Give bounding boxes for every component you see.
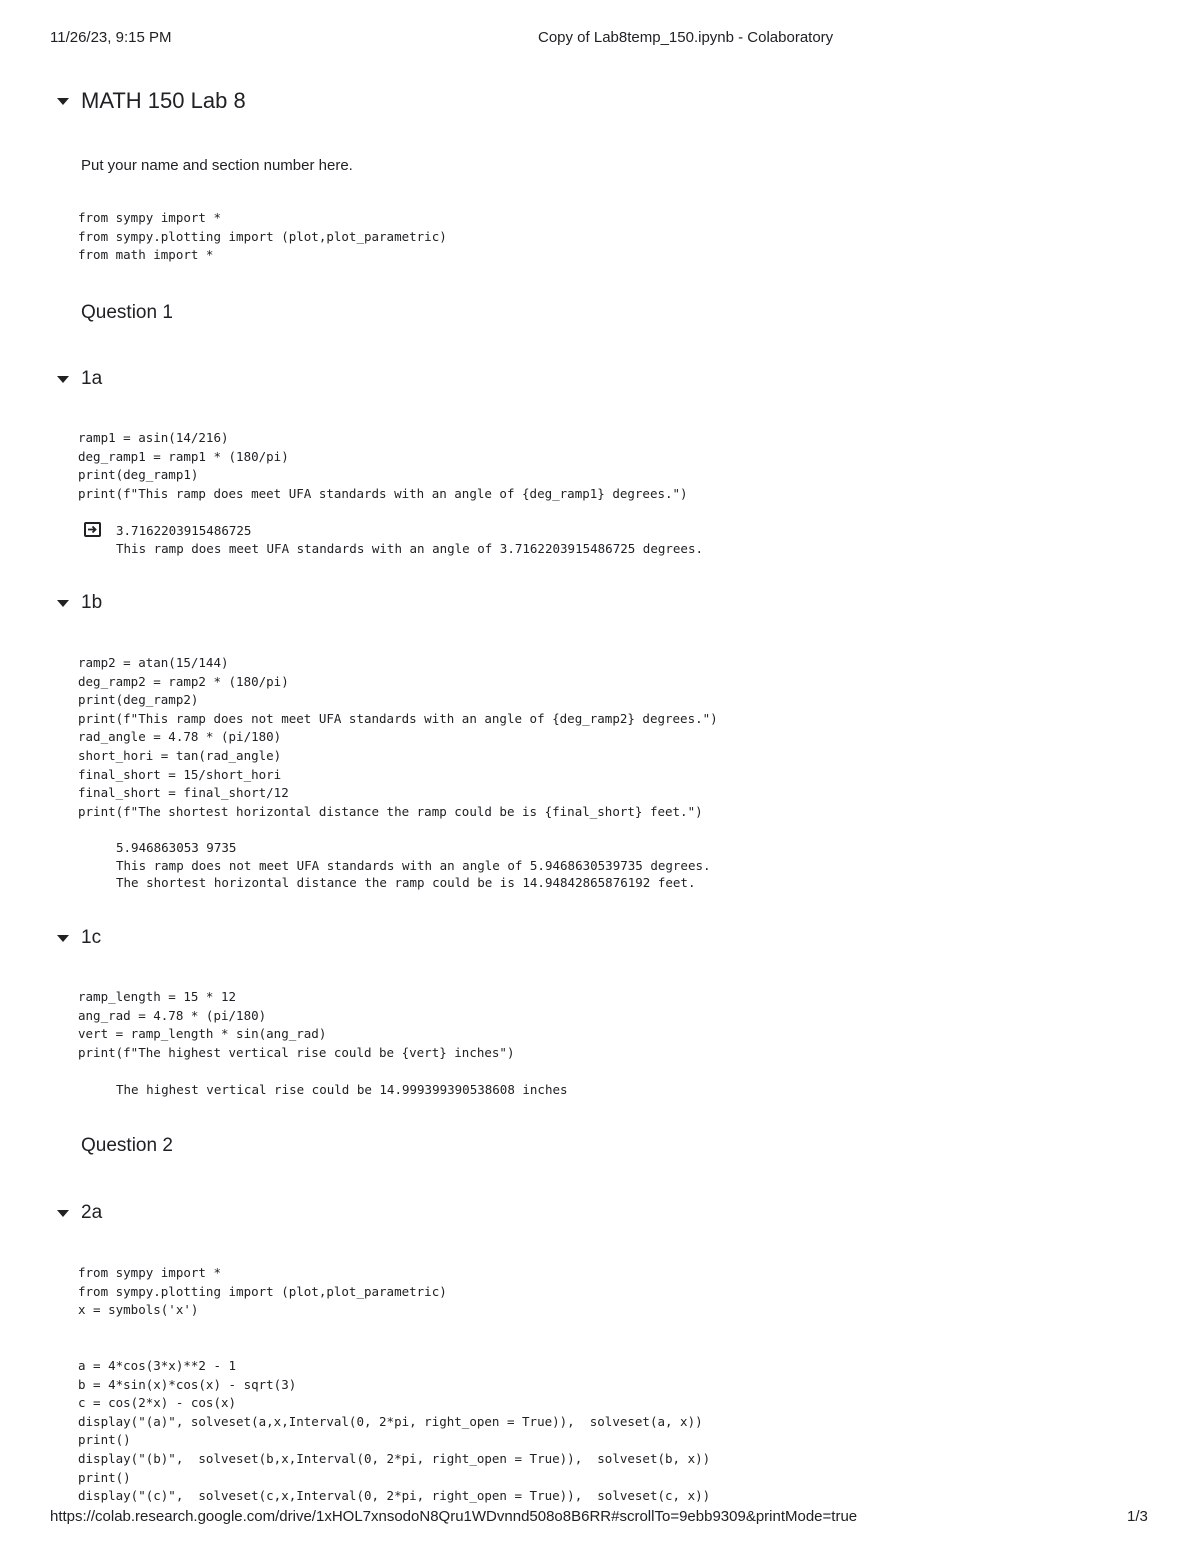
section-title-1c: 1c <box>81 927 102 948</box>
notebook-title: MATH 150 Lab 8 <box>81 88 246 113</box>
code-cell-1a[interactable]: ramp1 = asin(14/216) deg_ramp1 = ramp1 * (180/pi) print(deg_ramp1) print(f"This ramp does meet UFA standards with an angle of {deg_ramp1} degrees.") <box>78 430 688 501</box>
code-cell-1b[interactable]: ramp2 = atan(15/144) deg_ramp2 = ramp2 * (180/pi) print(deg_ramp2) print(f"This ramp does not meet UFA standards with an angle of {deg_ramp2} degrees.") rad_angle = 4.78 * (pi/180) short_hori = tan(rad_angle) final_short = 15/short_hori final_short = final_short/12 print(f"The shortest horizontal distance the ramp could be is {final_short} feet.") <box>78 655 718 819</box>
output-1c: The highest vertical rise could be 14.999399390538608 inches <box>116 1082 568 1097</box>
code-cell-1c[interactable]: ramp_length = 15 * 12 ang_rad = 4.78 * (pi/180) vert = ramp_length * sin(ang_rad) print(f"The highest vertical rise could be {vert} inches") <box>78 989 515 1060</box>
collapse-triangle-icon[interactable] <box>57 98 69 105</box>
section-title-1a: 1a <box>81 368 103 389</box>
collapse-triangle-icon[interactable] <box>57 935 69 942</box>
section-heading-1b[interactable] <box>57 592 102 614</box>
print-url: https://colab.research.google.com/drive/1xHOL7xnsodoN8Qru1WDvnnd508o8B6RR#scrollTo=9ebb9309&printMode=true <box>50 1508 858 1525</box>
code-cell-imports[interactable]: from sympy import * from sympy.plotting import (plot,plot_parametric) from math import * <box>78 210 447 263</box>
output-redirect-icon[interactable] <box>84 522 101 537</box>
section-heading-1a[interactable] <box>57 368 102 390</box>
intro-text: Put your name and section number here. <box>81 157 353 174</box>
question-1-heading: Question 1 <box>81 302 173 323</box>
print-page-number: 1/3 <box>1127 1508 1148 1525</box>
section-heading-main[interactable] <box>57 88 246 114</box>
section-title-1b: 1b <box>81 592 103 613</box>
collapse-triangle-icon[interactable] <box>57 1210 69 1217</box>
print-datetime: 11/26/23, 9:15 PM <box>50 29 172 46</box>
code-cell-2a[interactable]: from sympy import * from sympy.plotting import (plot,plot_parametric) x = symbols('x') a = 4*cos(3*x)**2 - 1 b = 4*sin(x)*cos(x) - sqrt(3) c = cos(2*x) - cos(x) display("(a)", solveset(a,x,Interval(0, 2*pi, right_open = True)), solveset(a, x)) print() display("(b)", solveset(b,x,Interval(0, 2*pi, right_open = True)), solveset(b, x)) print() display("(c)", solveset(c,x,Interval(0, 2*pi, right_open = True)), solveset(c, x)) <box>78 1265 711 1504</box>
section-title-2a: 2a <box>81 1202 103 1223</box>
print-page-title: Copy of Lab8temp_150.ipynb - Colaboratory <box>538 29 834 46</box>
output-1a: 3.7162203915486725 This ramp does meet UFA standards with an angle of 3.7162203915486725 degrees. <box>116 523 703 556</box>
collapse-triangle-icon[interactable] <box>57 600 69 607</box>
output-1b: 5.946863053 9735 This ramp does not meet UFA standards with an angle of 5.9468630539735 degrees. The shortest horizontal distance the ramp could be is 14.94842865876192 feet. <box>116 840 711 891</box>
collapse-triangle-icon[interactable] <box>57 376 69 383</box>
section-heading-1c[interactable] <box>57 927 101 949</box>
section-heading-2a[interactable] <box>57 1202 102 1224</box>
question-2-heading: Question 2 <box>81 1135 173 1156</box>
